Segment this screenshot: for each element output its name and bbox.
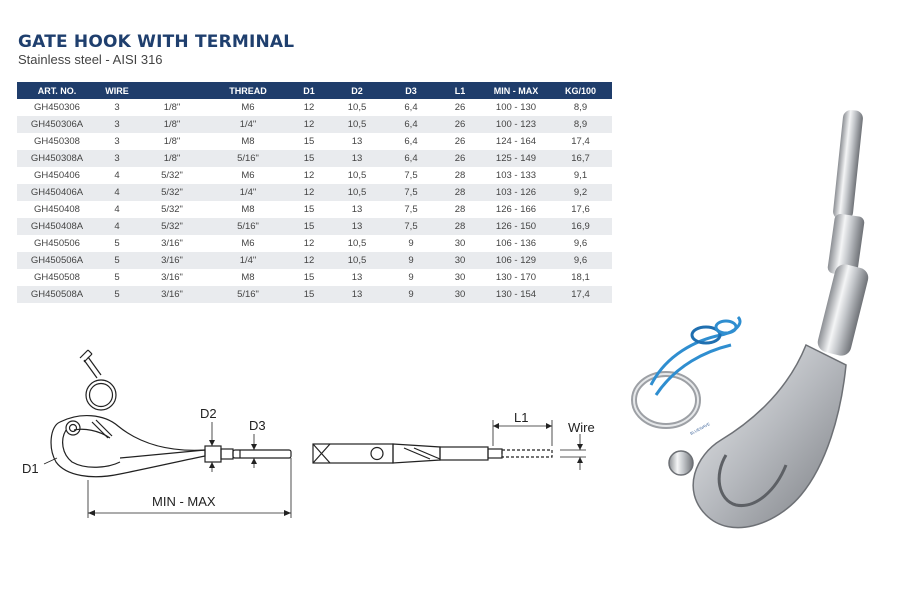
table-cell: 9 [385,252,437,269]
table-cell: 3/16" [137,286,207,303]
table-cell: GH450506A [17,252,97,269]
table-cell: 5/32" [137,184,207,201]
table-cell: 1/8" [137,150,207,167]
table-cell: 3/16" [137,235,207,252]
table-cell: 30 [437,235,483,252]
table-cell: 100 - 123 [483,116,549,133]
table-row [17,167,612,184]
table-cell: 106 - 136 [483,235,549,252]
table-cell: 17,4 [549,286,612,303]
table-cell: GH450506 [17,235,97,252]
page-subtitle: Stainless steel - AISI 316 [18,52,163,67]
table-cell: GH450508A [17,286,97,303]
table-cell: 4 [97,201,137,218]
table-cell: 9,1 [549,167,612,184]
table-cell: 28 [437,218,483,235]
table-cell: 12 [289,235,329,252]
table-cell: 12 [289,184,329,201]
column-header: D2 [329,82,385,99]
table-cell: 130 - 154 [483,286,549,303]
table-cell: 13 [329,269,385,286]
wire-terminal [816,109,871,358]
table-cell: 5/16" [207,286,289,303]
hook-body [51,416,205,477]
table-cell: 10,5 [329,99,385,116]
table-cell: M8 [207,133,289,150]
table-cell: 3 [97,133,137,150]
table-cell: 15 [289,218,329,235]
table-cell: 13 [329,218,385,235]
table-row [17,252,612,269]
table-cell: 8,9 [549,99,612,116]
table-cell: 126 - 150 [483,218,549,235]
technical-drawing [0,330,620,525]
table-cell: 13 [329,133,385,150]
table-cell: 1/4" [207,116,289,133]
table-cell: GH450406 [17,167,97,184]
table-cell: 4 [97,167,137,184]
lanyard [651,317,740,395]
table-cell: M8 [207,201,289,218]
table-cell: 130 - 170 [483,269,549,286]
table-cell: 5/16" [207,218,289,235]
d3-label: D3 [249,418,266,433]
table-row [17,218,612,235]
column-header: WIRE [97,82,137,99]
table-cell: GH450306A [17,116,97,133]
table-cell: 30 [437,252,483,269]
table-row [17,201,612,218]
table-cell: 10,5 [329,184,385,201]
table-cell: 9 [385,235,437,252]
table-cell: 15 [289,286,329,303]
table-cell: 15 [289,201,329,218]
table-cell: 30 [437,286,483,303]
terminal-body [313,444,552,463]
table-cell: 103 - 133 [483,167,549,184]
table-row [17,133,612,150]
table-cell: 1/8" [137,99,207,116]
table-cell: 28 [437,167,483,184]
table-cell: 3/16" [137,269,207,286]
table-cell: 6,4 [385,99,437,116]
table-cell: 16,7 [549,150,612,167]
table-row [17,269,612,286]
table-cell: 5 [97,269,137,286]
table-cell: M6 [207,235,289,252]
table-cell: GH450308A [17,150,97,167]
table-row [17,150,612,167]
column-header: THREAD [207,82,289,99]
column-header: ART. NO. [17,82,97,99]
table-cell: 9 [385,269,437,286]
table-cell: 17,6 [549,201,612,218]
column-header: L1 [437,82,483,99]
column-header [137,82,207,99]
table-cell: 5/32" [137,201,207,218]
spec-table [17,82,612,303]
table-cell: 3 [97,150,137,167]
table-cell: 5 [97,252,137,269]
table-row [17,99,612,116]
table-cell: 10,5 [329,252,385,269]
table-cell: 12 [289,252,329,269]
table-cell: GH450408 [17,201,97,218]
table-cell: 15 [289,269,329,286]
hook-photo-body [669,345,846,528]
table-cell: 30 [437,269,483,286]
table-cell: 12 [289,116,329,133]
table-cell: 4 [97,218,137,235]
table-cell: 10,5 [329,116,385,133]
table-cell: 6,4 [385,150,437,167]
table-cell: 26 [437,133,483,150]
l1-label: L1 [514,410,529,425]
table-cell: 3 [97,116,137,133]
table-cell: GH450408A [17,218,97,235]
table-cell: 28 [437,201,483,218]
pin-ring [80,350,116,410]
spec-table-body [17,99,612,303]
table-cell: 26 [437,99,483,116]
table-cell: 5/32" [137,167,207,184]
column-header: KG/100 [549,82,612,99]
table-cell: 12 [289,167,329,184]
table-row [17,184,612,201]
table-cell: GH450308 [17,133,97,150]
d1-label: D1 [22,461,39,476]
dimension-lines [44,420,586,518]
table-cell: 103 - 126 [483,184,549,201]
table-cell: 9,6 [549,252,612,269]
column-header: D1 [289,82,329,99]
table-cell: 125 - 149 [483,150,549,167]
table-cell: 5 [97,235,137,252]
table-cell: 3/16" [137,252,207,269]
table-cell: 106 - 129 [483,252,549,269]
table-cell: GH450306 [17,99,97,116]
table-cell: 1/8" [137,116,207,133]
min-max-label: MIN - MAX [152,494,216,509]
header-row [17,82,612,99]
brand-mark: BLUEWAVE [689,421,711,436]
table-cell: 8,9 [549,116,612,133]
table-cell: 15 [289,150,329,167]
table-cell: GH450508 [17,269,97,286]
table-cell: 28 [437,184,483,201]
page-title: GATE HOOK WITH TERMINAL [18,32,295,52]
table-cell: 18,1 [549,269,612,286]
table-cell: 9 [385,286,437,303]
table-cell: 6,4 [385,116,437,133]
table-cell: 6,4 [385,133,437,150]
column-header: D3 [385,82,437,99]
table-cell: 7,5 [385,201,437,218]
spec-table-header [17,82,612,99]
wire-label: Wire [568,420,595,435]
table-cell: 5/32" [137,218,207,235]
table-cell: 10,5 [329,235,385,252]
table-cell: 126 - 166 [483,201,549,218]
table-cell: 124 - 164 [483,133,549,150]
table-row [17,116,612,133]
table-cell: 5/16" [207,150,289,167]
table-cell: 1/4" [207,252,289,269]
table-cell: M6 [207,167,289,184]
table-cell: 1/4" [207,184,289,201]
table-cell: GH450406A [17,184,97,201]
table-cell: 1/8" [137,133,207,150]
product-photo [626,95,881,545]
table-cell: 9,2 [549,184,612,201]
table-cell: 16,9 [549,218,612,235]
table-cell: 5 [97,286,137,303]
table-cell: 13 [329,201,385,218]
table-cell: 4 [97,184,137,201]
table-cell: 10,5 [329,167,385,184]
table-cell: 12 [289,99,329,116]
d2-label: D2 [200,406,217,421]
table-cell: M6 [207,99,289,116]
table-row [17,235,612,252]
table-cell: 26 [437,150,483,167]
table-cell: 7,5 [385,167,437,184]
table-cell: 7,5 [385,184,437,201]
table-row [17,286,612,303]
column-header: MIN - MAX [483,82,549,99]
table-cell: 13 [329,150,385,167]
table-cell: 17,4 [549,133,612,150]
table-cell: M8 [207,269,289,286]
table-cell: 15 [289,133,329,150]
table-cell: 13 [329,286,385,303]
table-cell: 3 [97,99,137,116]
table-cell: 7,5 [385,218,437,235]
table-cell: 100 - 130 [483,99,549,116]
threaded-shank [205,446,291,462]
table-cell: 26 [437,116,483,133]
table-cell: 9,6 [549,235,612,252]
